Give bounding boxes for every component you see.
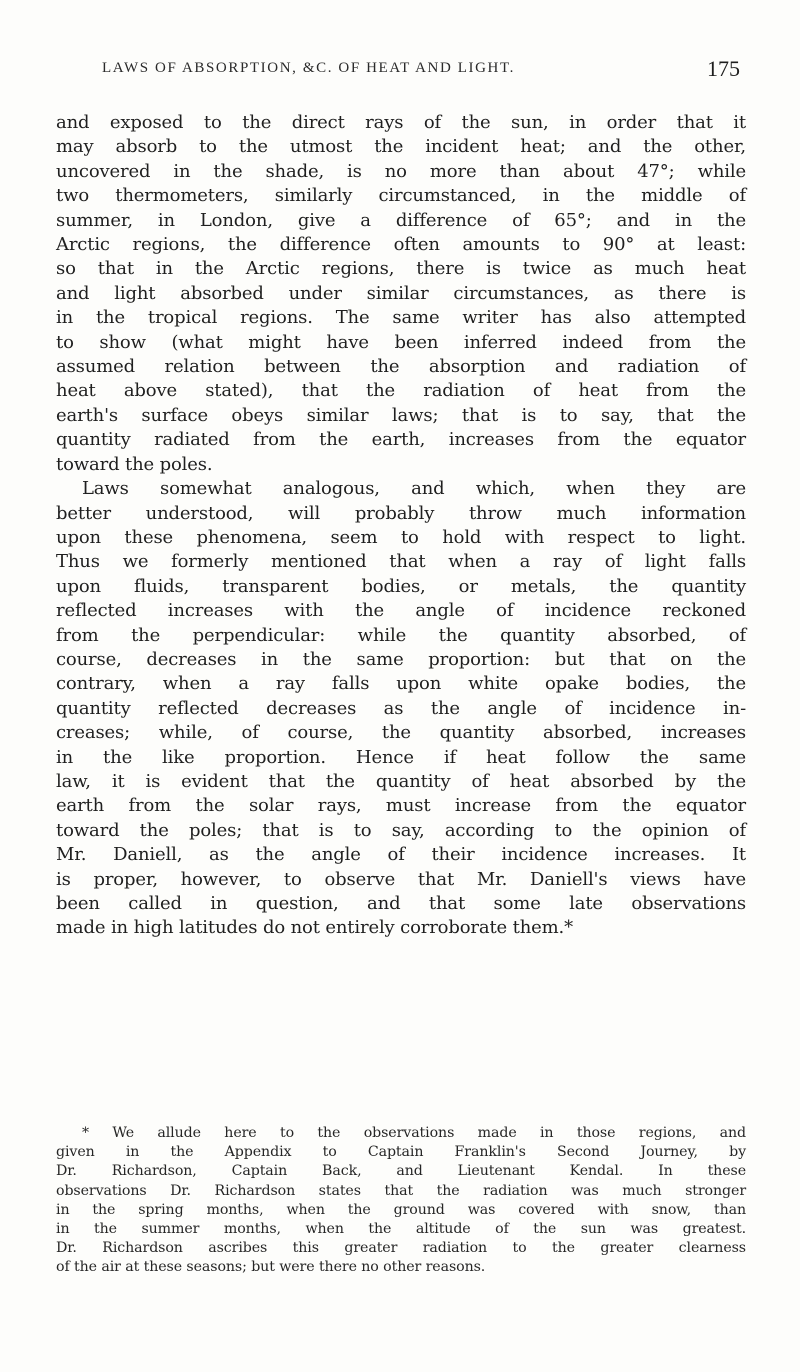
text-line: creases; while, of course, the quantity absorbed, increases (56, 722, 746, 744)
footnote-line: * We allude here to the observations made in those regions, and (82, 1125, 746, 1141)
footnote-line: observations Dr. Richardson states that the radiation was much stronger (56, 1182, 746, 1199)
footnote-line: Dr. Richardson ascribes this greater radiation to the greater clearness (56, 1240, 746, 1257)
text-line: Mr. Daniell, as the angle of their incidence increases. It (56, 844, 746, 866)
text-line: quantity radiated from the earth, increases from the equator (56, 429, 746, 451)
text-line: Thus we formerly mentioned that when a ray of light falls (56, 551, 746, 573)
running-head (70, 56, 740, 90)
text-line: earth's surface obeys similar laws; that is to say, that the (56, 404, 746, 426)
footnote-line: in the summer months, when the altitude of the sun was greatest. (56, 1221, 746, 1238)
text-line: better understood, will probably throw much information (56, 502, 746, 524)
text-line: toward the poles; that is to say, according to the opinion of (56, 819, 746, 841)
text-line: toward the poles. (56, 453, 213, 475)
text-line: so that in the Arctic regions, there is twice as much heat (56, 258, 746, 280)
text-line: quantity reflected decreases as the angle of incidence in- (56, 697, 746, 719)
text-line: upon fluids, transparent bodies, or metals, the quantity (56, 575, 746, 597)
text-line: course, decreases in the same proportion: but that on the (56, 648, 746, 670)
text-line: and exposed to the direct rays of the sun, in order that it (56, 112, 746, 133)
text-line: in the tropical regions. The same writer has also attempted (56, 307, 746, 329)
footnote-line: Dr. Richardson, Captain Back, and Lieutenant Kendal. In these (56, 1163, 746, 1180)
text-line: Laws somewhat analogous, and which, when they are (82, 478, 746, 500)
text-line: Arctic regions, the difference often amounts to 90° at least: (56, 234, 746, 256)
text-line: been called in question, and that some late observations (56, 893, 746, 914)
text-line: made in high latitudes do not entirely corroborate them.* (56, 917, 573, 939)
text-line: to show (what might have been inferred indeed from the (56, 331, 746, 353)
text-line: earth from the solar rays, must increase from the equator (56, 795, 746, 817)
text-line: is proper, however, to observe that Mr. Daniell's views have (56, 868, 746, 890)
page-number: 175 (707, 56, 740, 81)
footnote-line: given in the Appendix to Captain Franklin's Second Journey, by (56, 1144, 746, 1161)
footnote-line: in the spring months, when the ground was covered with snow, than (56, 1201, 746, 1218)
paragraph-1 (56, 111, 746, 477)
text-line: assumed relation between the absorption and radiation of (56, 356, 746, 378)
text-line: uncovered in the shade, is no more than about 47°; while (56, 160, 746, 182)
text-line: summer, in London, give a difference of 65°; and in the (56, 209, 746, 231)
text-line: upon these phenomena, seem to hold with respect to light. (56, 526, 746, 548)
text-line: contrary, when a ray falls upon white opake bodies, the (56, 673, 746, 695)
text-line: reflected increases with the angle of incidence reckoned (56, 600, 746, 622)
footnote-line: of the air at these seasons; but were there no other reasons. (56, 1259, 486, 1276)
footnote (56, 1124, 746, 1278)
text-line: and light absorbed under similar circumstances, as there is (56, 282, 746, 304)
body-text (56, 111, 746, 941)
paragraph-2 (56, 477, 746, 941)
text-line: in the like proportion. Hence if heat follow the same (56, 746, 746, 768)
text-line: two thermometers, similarly circumstanced, in the middle of (56, 185, 746, 207)
text-line: heat above stated), that the radiation of heat from the (56, 380, 746, 402)
running-title: LAWS OF ABSORPTION, &C. OF HEAT AND LIGHT. (102, 60, 515, 76)
text-line: law, it is evident that the quantity of heat absorbed by the (56, 770, 746, 792)
text-line: from the perpendicular: while the quantity absorbed, of (56, 624, 746, 646)
text-line: may absorb to the utmost the incident heat; and the other, (56, 136, 746, 158)
